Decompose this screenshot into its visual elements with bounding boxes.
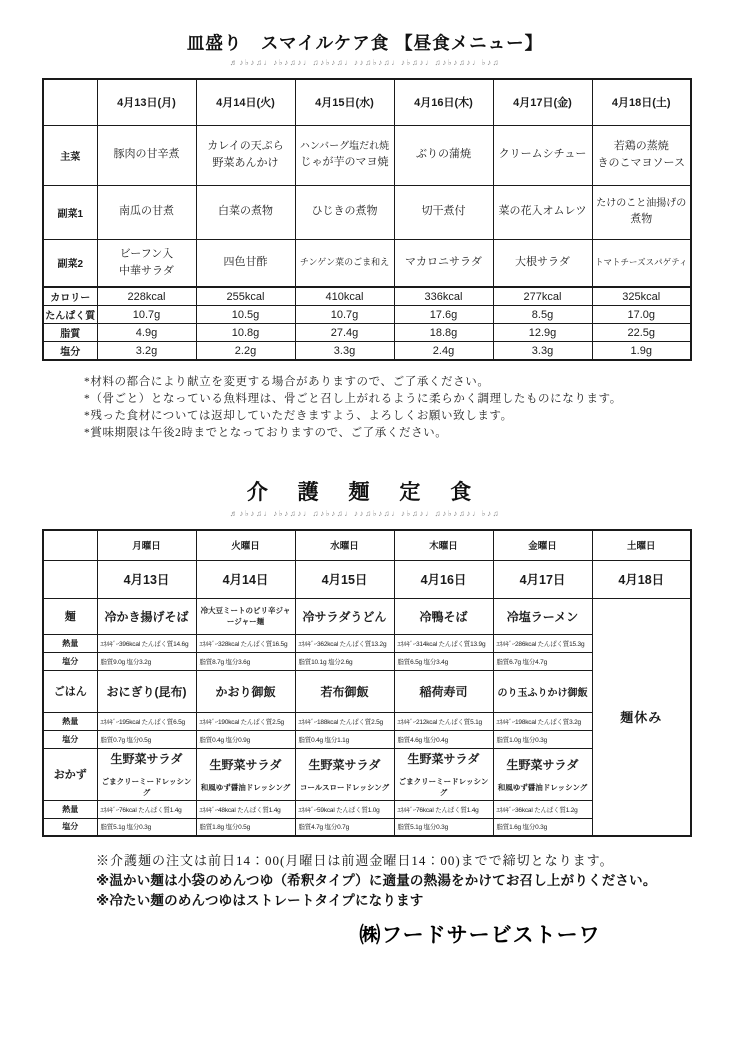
nutrition-value-cell: 4.9g xyxy=(97,324,196,342)
fat-salt-value-cell: 脂質5.1g 塩分0.3g xyxy=(97,818,196,836)
dish-cell xyxy=(295,185,394,239)
energy-value-cell: ｴﾈﾙｷﾞｰ190kcal たんぱく質2.5g xyxy=(196,712,295,730)
energy-value-cell: ｴﾈﾙｷﾞｰ328kcal たんぱく質16.5g xyxy=(196,634,295,652)
menu-item-line: じゃが芋のマヨ焼 xyxy=(300,156,389,169)
date-header-cell: 4月13日 xyxy=(97,560,196,598)
menu-document-page xyxy=(0,30,730,1063)
dish-cell xyxy=(394,125,493,185)
menu-item-cell xyxy=(295,748,394,800)
menu-item-cell xyxy=(97,670,196,712)
menu-item-line: 和風ゆず醤油ドレッシング xyxy=(200,782,291,792)
dish-cell xyxy=(196,239,295,287)
lunch-menu-notes xyxy=(84,374,730,442)
row-label-cell: 副菜1 xyxy=(43,185,97,239)
note-line: ※温かい麺は小袋のめんつゆ（希釈タイプ）に適量の熱湯をかけてお召し上がりください。 xyxy=(96,873,657,888)
nutrition-value-cell: 10.5g xyxy=(196,306,295,324)
date-header-cell: 4月17日(金) xyxy=(493,79,592,125)
nutrition-value-cell: 325kcal xyxy=(592,287,691,306)
dish-cell xyxy=(592,185,691,239)
weekday-header-cell: 木曜日 xyxy=(394,530,493,560)
menu-item-cell xyxy=(493,598,592,634)
menu-item-cell xyxy=(493,748,592,800)
menu-item-line: 稲荷寿司 xyxy=(419,684,468,699)
table-row xyxy=(43,306,691,324)
date-header-cell: 4月18日(土) xyxy=(592,79,691,125)
row-label-cell: おかず xyxy=(43,748,97,800)
table-row xyxy=(43,287,691,306)
nutrition-value-cell: 18.8g xyxy=(394,324,493,342)
menu-item-line: 豚肉の甘辛煮 xyxy=(113,148,180,161)
menu-item-cell xyxy=(196,670,295,712)
weekday-header-cell: 月曜日 xyxy=(97,530,196,560)
menu-item-line: クリームシチュー xyxy=(498,148,587,161)
menu-item-line: 生野菜サラダ xyxy=(308,757,381,772)
menu-item-line: ぶりの蒲焼 xyxy=(416,148,471,161)
note-line: *残った食材については返却していただきますよう、よろしくお願い致します。 xyxy=(84,410,513,422)
energy-value-cell: ｴﾈﾙｷﾞｰ76kcal たんぱく質1.4g xyxy=(394,800,493,818)
menu-item-line: きのこマヨソース xyxy=(597,157,685,169)
care-noodle-notes xyxy=(96,850,730,911)
menu-item-line: かおり御飯 xyxy=(215,684,276,699)
dish-cell xyxy=(592,239,691,287)
note-line: *材料の都合により献立を変更する場合がありますので、ご了承ください。 xyxy=(84,376,490,388)
menu-item-cell xyxy=(394,598,493,634)
menu-item-line: 冷サラダうどん xyxy=(302,609,387,624)
row-label-cell: 塩分 xyxy=(43,652,97,670)
energy-value-cell: ｴﾈﾙｷﾞｰ314kcal たんぱく質13.9g xyxy=(394,634,493,652)
fat-salt-value-cell: 脂質4.6g 塩分0.4g xyxy=(394,730,493,748)
nutrition-value-cell: 22.5g xyxy=(592,324,691,342)
corner-cell xyxy=(43,530,97,560)
nutrition-value-cell: 8.5g xyxy=(493,306,592,324)
dish-cell xyxy=(196,185,295,239)
date-header-cell: 4月18日 xyxy=(592,560,691,598)
menu-item-line: 菜の花入オムレツ xyxy=(498,205,587,218)
dish-cell xyxy=(394,185,493,239)
menu-item-line: 野菜あんかけ xyxy=(212,157,279,169)
table-row xyxy=(43,560,691,598)
nutrition-value-cell: 336kcal xyxy=(394,287,493,306)
corner-cell xyxy=(43,560,97,598)
nutrition-value-cell: 255kcal xyxy=(196,287,295,306)
nutrition-value-cell: 228kcal xyxy=(97,287,196,306)
row-label-cell: 熱量 xyxy=(43,634,97,652)
row-label-cell: 副菜2 xyxy=(43,239,97,287)
menu-item-line: 南瓜の甘煮 xyxy=(119,205,174,218)
energy-value-cell: ｴﾈﾙｷﾞｰ198kcal たんぱく質3.2g xyxy=(493,712,592,730)
menu-item-line: たけのこと油揚げの xyxy=(596,197,687,209)
table-row xyxy=(43,185,691,239)
dish-cell xyxy=(97,125,196,185)
menu-item-cell xyxy=(196,598,295,634)
dish-cell xyxy=(295,239,394,287)
table-row xyxy=(43,342,691,361)
care-noodle-title: 介 護 麺 定 食 xyxy=(246,481,484,504)
nutrition-value-cell: 277kcal xyxy=(493,287,592,306)
nutrition-value-cell: 17.6g xyxy=(394,306,493,324)
menu-item-line: 煮物 xyxy=(630,213,653,226)
energy-value-cell: ｴﾈﾙｷﾞｰ59kcal たんぱく質1.0g xyxy=(295,800,394,818)
dish-cell xyxy=(493,239,592,287)
menu-item-line: 生野菜サラダ xyxy=(110,752,183,766)
rest-day-cell: 麺休み xyxy=(592,598,691,836)
menu-item-line: 若鶏の蒸焼 xyxy=(613,139,669,152)
nutrition-value-cell: 1.9g xyxy=(592,342,691,361)
nutrition-value-cell: 410kcal xyxy=(295,287,394,306)
table-row xyxy=(43,530,691,560)
dish-cell xyxy=(493,125,592,185)
energy-value-cell: ｴﾈﾙｷﾞｰ286kcal たんぱく質15.3g xyxy=(493,634,592,652)
energy-value-cell: ｴﾈﾙｷﾞｰ362kcal たんぱく質13.2g xyxy=(295,634,394,652)
energy-value-cell: ｴﾈﾙｷﾞｰ396kcal たんぱく質14.6g xyxy=(97,634,196,652)
row-label-cell: 主菜 xyxy=(43,125,97,185)
menu-item-cell xyxy=(394,670,493,712)
lunch-menu-title: 皿盛り スマイルケア食 【昼食メニュー】 xyxy=(186,33,544,53)
dish-cell xyxy=(592,125,691,185)
menu-item-line: 冷かき揚げそば xyxy=(104,609,189,624)
fat-salt-value-cell: 脂質1.0g 塩分0.3g xyxy=(493,730,592,748)
date-header-cell: 4月15日 xyxy=(295,560,394,598)
nutrition-value-cell: 27.4g xyxy=(295,324,394,342)
menu-item-cell xyxy=(295,598,394,634)
row-label-cell: 塩分 xyxy=(43,730,97,748)
note-line: ※冷たい麺のめんつゆはストレートタイプになります xyxy=(96,893,424,908)
energy-value-cell: ｴﾈﾙｷﾞｰ212kcal たんぱく質5.1g xyxy=(394,712,493,730)
fat-salt-value-cell: 脂質6.5g 塩分3.4g xyxy=(394,652,493,670)
menu-item-line: 生野菜サラダ xyxy=(506,757,579,772)
fat-salt-value-cell: 脂質5.1g 塩分0.3g xyxy=(394,818,493,836)
menu-item-cell xyxy=(493,670,592,712)
company-name: ㈱フードサービストーワ xyxy=(359,924,601,947)
corner-cell xyxy=(43,79,97,125)
fat-salt-value-cell: 脂質0.4g 塩分1.1g xyxy=(295,730,394,748)
fat-salt-value-cell: 脂質8.7g 塩分3.6g xyxy=(196,652,295,670)
nutrition-value-cell: 12.9g xyxy=(493,324,592,342)
row-label-cell: 塩分 xyxy=(43,818,97,836)
menu-item-line: 四色甘酢 xyxy=(223,256,268,269)
menu-item-line: ひじきの煮物 xyxy=(311,205,378,218)
note-line: *（骨ごと）となっている魚料理は、骨ごと召し上がれるように柔らかく調理したものになります。 xyxy=(84,393,622,405)
dish-cell xyxy=(295,125,394,185)
row-label-cell: 熱量 xyxy=(43,712,97,730)
menu-item-line: 冷塩ラーメン xyxy=(506,609,579,624)
menu-item-line: ビーフン入 xyxy=(119,247,174,260)
menu-item-cell xyxy=(97,598,196,634)
menu-item-line: ごまクリーミードレッシング xyxy=(101,777,192,797)
fat-salt-value-cell: 脂質9.0g 塩分3.2g xyxy=(97,652,196,670)
row-label-cell: カロリー xyxy=(43,287,97,306)
energy-value-cell: ｴﾈﾙｷﾞｰ48kcal たんぱく質1.4g xyxy=(196,800,295,818)
dish-cell xyxy=(394,239,493,287)
menu-item-line: 切干煮付 xyxy=(421,205,466,218)
menu-item-line: おにぎり(昆布) xyxy=(106,684,187,699)
menu-item-line: 生野菜サラダ xyxy=(209,757,282,772)
note-line: ※介護麺の注文は前日14：00(月曜日は前週金曜日14：00)までで締切となります。 xyxy=(96,853,614,868)
menu-item-line: 冷鴨そば xyxy=(419,609,468,624)
menu-item-cell xyxy=(196,748,295,800)
menu-item-line: カレイの天ぷら xyxy=(207,139,284,152)
weekday-header-cell: 火曜日 xyxy=(196,530,295,560)
fat-salt-value-cell: 脂質6.7g 塩分4.7g xyxy=(493,652,592,670)
date-header-cell: 4月14日 xyxy=(196,560,295,598)
weekday-header-cell: 金曜日 xyxy=(493,530,592,560)
menu-item-line: ごまクリーミードレッシング xyxy=(398,777,489,797)
fat-salt-value-cell: 脂質10.1g 塩分2.6g xyxy=(295,652,394,670)
nutrition-value-cell: 10.7g xyxy=(97,306,196,324)
nutrition-value-cell: 3.3g xyxy=(295,342,394,361)
row-label-cell: 麺 xyxy=(43,598,97,634)
dish-cell xyxy=(493,185,592,239)
fat-salt-value-cell: 脂質1.6g 塩分0.3g xyxy=(493,818,592,836)
menu-item-line: コールスロードレッシング xyxy=(299,782,390,792)
care-noodle-table-body xyxy=(43,530,691,836)
menu-item-line: マカロニサラダ xyxy=(405,256,482,269)
dish-cell xyxy=(97,185,196,239)
row-label-cell: 脂質 xyxy=(43,324,97,342)
date-header-cell: 4月15日(水) xyxy=(295,79,394,125)
menu-item-line: 白菜の煮物 xyxy=(218,205,273,218)
menu-item-cell xyxy=(394,748,493,800)
dish-cell xyxy=(196,125,295,185)
lunch-menu-table-body xyxy=(43,79,691,360)
note-line: *賞味期限は午後2時までとなっておりますので、ご了承ください。 xyxy=(84,427,448,439)
menu-item-line: 冷大豆ミートのピリ辛ジャージャー麺 xyxy=(200,606,291,626)
menu-item-line: 大根サラダ xyxy=(515,256,570,269)
row-label-cell: たんぱく質 xyxy=(43,306,97,324)
menu-item-cell xyxy=(295,670,394,712)
weekday-header-cell: 土曜日 xyxy=(592,530,691,560)
menu-item-line: 中華サラダ xyxy=(119,264,174,277)
nutrition-value-cell: 10.8g xyxy=(196,324,295,342)
dish-cell xyxy=(97,239,196,287)
row-label-cell: ごはん xyxy=(43,670,97,712)
energy-value-cell: ｴﾈﾙｷﾞｰ76kcal たんぱく質1.4g xyxy=(97,800,196,818)
care-noodle-table xyxy=(42,529,692,837)
nutrition-value-cell: 17.0g xyxy=(592,306,691,324)
table-row xyxy=(43,239,691,287)
lunch-menu-table xyxy=(42,78,692,361)
table-row xyxy=(43,324,691,342)
date-header-cell: 4月14日(火) xyxy=(196,79,295,125)
energy-value-cell: ｴﾈﾙｷﾞｰ36kcal たんぱく質1.2g xyxy=(493,800,592,818)
fat-salt-value-cell: 脂質0.4g 塩分0.9g xyxy=(196,730,295,748)
date-header-cell: 4月16日 xyxy=(394,560,493,598)
row-label-cell: 塩分 xyxy=(43,342,97,361)
music-notes-decoration: ♬♪♭♪♫♩♪♭♪♫♪♩♫♪♭♪♫♩♪♪♫♭♪♫♩♪♭♫♪♩♫♪♭♪♫♪♩♭♪♫ xyxy=(229,58,501,67)
nutrition-value-cell: 3.2g xyxy=(97,342,196,361)
menu-item-line: のり玉ふりかけ御飯 xyxy=(497,687,588,699)
nutrition-value-cell: 3.3g xyxy=(493,342,592,361)
menu-item-line: 生野菜サラダ xyxy=(407,752,480,766)
music-notes-decoration: ♬♪♭♪♫♩♪♭♪♫♪♩♫♪♭♪♫♩♪♪♫♭♪♫♩♪♭♫♪♩♫♪♭♪♫♪♩♭♪♫ xyxy=(229,509,501,518)
table-row xyxy=(43,598,691,634)
table-row xyxy=(43,125,691,185)
fat-salt-value-cell: 脂質1.8g 塩分0.5g xyxy=(196,818,295,836)
menu-item-line: 若布御飯 xyxy=(320,684,369,699)
date-header-cell: 4月17日 xyxy=(493,560,592,598)
nutrition-value-cell: 2.2g xyxy=(196,342,295,361)
date-header-cell: 4月16日(木) xyxy=(394,79,493,125)
menu-item-line: トマトチーズスパゲティ xyxy=(595,257,688,268)
date-header-cell: 4月13日(月) xyxy=(97,79,196,125)
table-row xyxy=(43,79,691,125)
fat-salt-value-cell: 脂質0.7g 塩分0.5g xyxy=(97,730,196,748)
menu-item-line: 和風ゆず醤油ドレッシング xyxy=(497,782,588,792)
energy-value-cell: ｴﾈﾙｷﾞｰ188kcal たんぱく質2.5g xyxy=(295,712,394,730)
row-label-cell: 熱量 xyxy=(43,800,97,818)
menu-item-cell xyxy=(97,748,196,800)
weekday-header-cell: 水曜日 xyxy=(295,530,394,560)
nutrition-value-cell: 10.7g xyxy=(295,306,394,324)
menu-item-line: チンゲン菜のごま和え xyxy=(299,256,390,267)
nutrition-value-cell: 2.4g xyxy=(394,342,493,361)
fat-salt-value-cell: 脂質4.7g 塩分0.7g xyxy=(295,818,394,836)
energy-value-cell: ｴﾈﾙｷﾞｰ195kcal たんぱく質6.5g xyxy=(97,712,196,730)
menu-item-line: ハンバーグ塩だれ焼 xyxy=(299,140,390,152)
